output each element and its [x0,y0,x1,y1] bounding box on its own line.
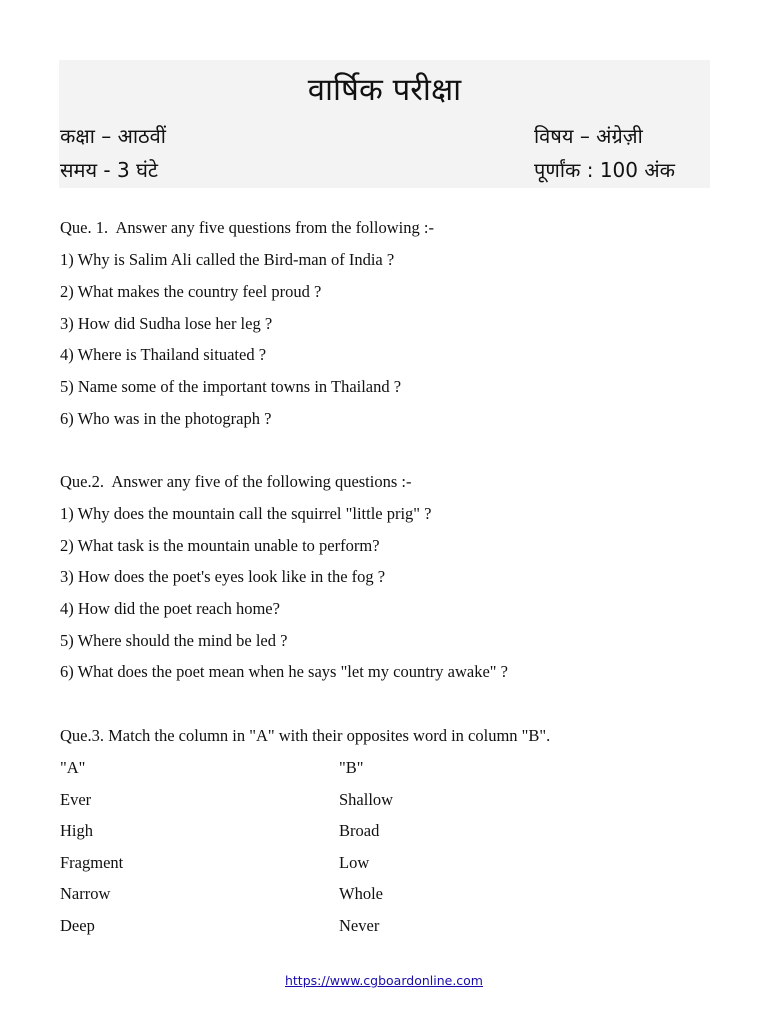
column-a-word: Fragment [60,853,124,872]
column-b-word: Broad [339,821,380,840]
question-1-item: 2) What makes the country feel proud ? [60,282,322,301]
column-a-word: Ever [60,790,92,809]
column-b-word: Never [339,916,380,935]
question-1-item: 6) Who was in the photograph ? [60,409,272,428]
question-2-item: 2) What task is the mountain unable to perform? [60,536,380,555]
question-2-item: 5) Where should the mind be led ? [60,631,288,650]
time-label: समय - 3 घंटे [60,158,158,182]
marks-label: पूर्णांक : 100 अंक [534,158,675,182]
question-2-item: 1) Why does the mountain call the squirrel "little prig" ? [60,504,432,523]
question-3-heading: Que.3. Match the column in "A" with their opposites word in column "B". [60,726,551,745]
column-a-word: Deep [60,916,95,935]
question-1-item: 5) Name some of the important towns in Thailand ? [60,377,402,396]
question-1-item: 1) Why is Salim Ali called the Bird-man of India ? [60,250,395,269]
column-a-word: Narrow [60,884,111,903]
column-b-word: Shallow [339,790,394,809]
question-2-item: 3) How does the poet's eyes look like in the fog ? [60,567,386,586]
question-1-item: 3) How did Sudha lose her leg ? [60,314,273,333]
column-b-word: Low [339,853,370,872]
column-a-header: "A" [60,758,86,777]
website-link[interactable]: https://www.cgboardonline.com [284,973,483,988]
column-b-header: "B" [339,758,364,777]
subject-label: विषय – अंग्रेज़ी [534,124,643,148]
class-label: कक्षा – आठवीं [60,124,166,148]
question-2-heading: Que.2. Answer any five of the following questions :- [60,472,412,491]
footer [0,972,768,990]
question-2-item: 4) How did the poet reach home? [60,599,280,618]
exam-header [59,60,710,188]
question-2-item: 6) What does the poet mean when he says "let my country awake" ? [60,662,508,681]
question-1-heading: Que. 1. Answer any five questions from the following :- [60,218,434,237]
question-1-item: 4) Where is Thailand situated ? [60,345,267,364]
page-title: वार्षिक परीक्षा [307,72,462,108]
column-b-word: Whole [339,884,383,903]
column-a-word: High [60,821,93,840]
